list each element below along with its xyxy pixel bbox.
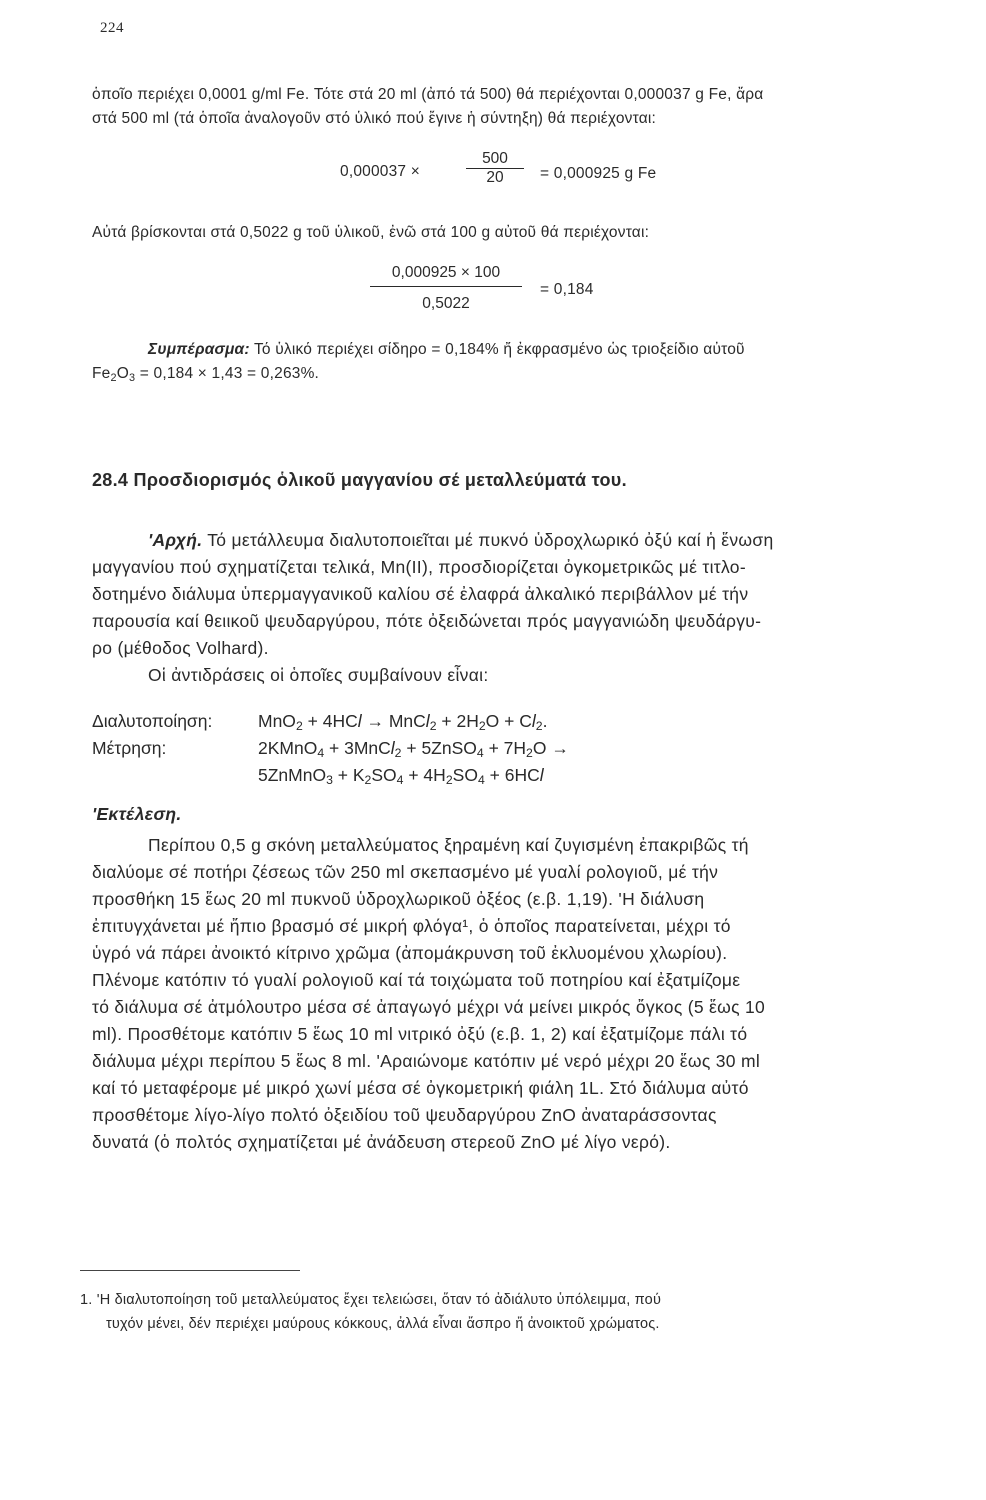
- execution-line-3: προσθήκη 15 ἕως 20 ml πυκνοῦ ὑδροχλωρικοῦ ὀξέος (ε.β. 1,19). 'Η διάλυση: [92, 889, 705, 909]
- calc1-result: = 0,000925 g Fe: [540, 165, 657, 182]
- execution-line-2: διαλύομε σέ ποτήρι ζέσεως τῶν 250 ml σκεπασμένο μέ γυαλί ρολογιοῦ, μέ τήν: [92, 862, 719, 882]
- principle-label: 'Αρχή.: [148, 530, 203, 550]
- calc1-numerator: 500: [482, 150, 508, 167]
- conclusion-calc: = 0,184 × 1,43 = 0,263%.: [139, 365, 320, 382]
- execution-line-5: ὑγρό νά πάρει ἀνοικτό κίτρινο χρῶμα (ἀπομάκρυνση τοῦ ἐκλυομένου χλωρίου).: [92, 943, 728, 963]
- measurement-equation-line-1: 2KMnO$_4$ + 3MnCl$_2$ + 5ZnSO$_4$ + $7H_2O$ →: [258, 738, 569, 760]
- page-number: 224: [100, 20, 124, 36]
- dissolution-label: Διαλυτοποίηση:: [92, 711, 213, 731]
- execution-line-10: καί τό μεταφέρομε μέ μικρό χωνί μέσα σέ ὀγκομετρική φιάλη 1L. Στό διάλυμα αὐτό: [92, 1078, 749, 1098]
- execution-line-7: τό διάλυμα σέ ἀτμόλουτρο μέσα σέ ἀπαγωγό μέχρι νά μείνει μικρός ὄγκος (5 ἕως 10: [92, 997, 766, 1017]
- conclusion-label: Συμπέρασμα:: [148, 341, 250, 358]
- principle-line-4: παρουσία καί θειικοῦ ψευδαργύρου, πότε ὀξειδώνεται πρός μαγγανιώδη ψευδάργυ-: [92, 611, 762, 631]
- conclusion-line-2: [92, 365, 319, 384]
- calc2-result: = 0,184: [540, 281, 594, 298]
- principle-line-2: μαγγανίου πού σχηματίζεται τελικά, Mn(II), προσδιορίζεται ὀγκομετρικῶς μέ τιτλο-: [92, 557, 746, 577]
- calc2-numerator: 0,000925 × 100: [391, 264, 501, 281]
- intro-line-2: στά 500 ml (τά ὁποῖα ἀναλογοῦν στό ὑλικό πού ἔγινε ἡ σύντηξη) θά περιέχονται:: [92, 110, 657, 127]
- calc2-fraction-bar: [370, 286, 522, 287]
- intro-line-1: ὁποῖο περιέχει 0,0001 g/ml Fe. Τότε στά 20 ml (ἀπό τά 500) θά περιέχονται 0,000037 g Fe, ἄρα: [92, 86, 764, 103]
- footnote-line-1: 1. 'Η διαλυτοποίηση τοῦ μεταλλεύματος ἔχει τελειώσει, ὅταν τό ἀδιάλυτο ὑπόλειμμα, πού: [80, 1292, 662, 1308]
- execution-line-9: διάλυμα μέχρι περίπου 5 ἕως 8 ml. 'Αραιώνομε κατόπιν μέ νερό μέχρι 20 ἕως 30 ml: [92, 1051, 761, 1071]
- execution-line-11: προσθέτομε λίγο-λίγο πολτό ὀξειδίου τοῦ ψευδαργύρου ZnO ἀναταράσσοντας: [92, 1105, 717, 1125]
- execution-label: 'Εκτέλεση.: [92, 804, 182, 824]
- execution-line-8: ml). Προσθέτομε κατόπιν 5 ἕως 10 ml νιτρικό ὀξύ (ε.β. 1, 2) καί ἐξατμίζομε πάλι τό: [92, 1024, 748, 1044]
- principle-line-5: ρο (μέθοδος Volhard).: [92, 638, 269, 658]
- principle-line-3: δοτημένο διάλυμα ὑπερμαγγανικοῦ καλίου σέ ἐλαφρά ἀλκαλικό περιβάλλον μέ τήν: [92, 584, 749, 604]
- conclusion-line-1: [148, 341, 745, 359]
- calc1-fraction: [466, 150, 524, 187]
- principle-line-1: 'Αρχή. Τό μετάλλευμα διαλυτοποιεῖται μέ πυκνό ὑδροχλωρικό ὀξύ καί ἡ ἕνωση: [148, 530, 774, 550]
- calc2-denominator: 0,5022: [422, 295, 470, 312]
- measurement-equation-line-2: 5ZnMnO$_3$ + $K_2SO_4 + 4H_2SO_4 + 6HCl$: [258, 765, 544, 787]
- execution-line-4: ἐπιτυγχάνεται μέ ἤπιο βρασμό σέ μικρή φλόγα¹, ὁ ὁποῖος παρατείνεται, μέχρι τό: [92, 916, 731, 936]
- dissolution-equation: MnO$_2$ + 4HCl → MnCl$_2$ + $2H_2O + Cl_2$.: [258, 711, 548, 733]
- conclusion-text: Τό ὑλικό περιέχει σίδηρο = 0,184% ἤ ἐκφρασμένο ὡς τριοξείδιο αὐτοῦ: [253, 341, 745, 358]
- footnote-rule: [80, 1270, 300, 1271]
- calc1-denominator: 20: [486, 169, 504, 186]
- calc1-left: 0,000037 ×: [340, 163, 421, 180]
- execution-line-1: Περίπου 0,5 g σκόνη μεταλλεύματος ξηραμένη καί ζυγισμένη ἐπακριβῶς τή: [148, 835, 749, 855]
- execution-line-12: δυνατά (ὁ πολτός σχηματίζεται μέ ἀνάδευση στερεοῦ ZnO μέ λίγο νερό).: [92, 1132, 671, 1152]
- mid-line: Αὐτά βρίσκονται στά 0,5022 g τοῦ ὑλικοῦ, ἐνῶ στά 100 g αὐτοῦ θά περιέχονται:: [92, 224, 650, 241]
- reactions-intro: Οἱ ἀντιδράσεις οἱ ὁποῖες συμβαίνουν εἶναι:: [148, 665, 489, 685]
- footnote-line-2: τυχόν μένει, δέν περιέχει μαύρους κόκκους, ἀλλά εἶναι ἄσπρο ἤ ἀνοικτοῦ χρώματος.: [106, 1316, 660, 1332]
- measurement-label: Μέτρηση:: [92, 738, 167, 758]
- fe2o3-formula: $Fe_2O_3$: [92, 365, 136, 384]
- calc2-fraction: [370, 264, 522, 313]
- execution-line-6: Πλένομε κατόπιν τό γυαλί ρολογιοῦ καί τά τοιχώματα τοῦ ποτηρίου καί ἐξατμίζομε: [92, 970, 741, 990]
- section-heading: 28.4 Προσδιορισμός ὁλικοῦ μαγγανίου σέ μεταλλεύματά του.: [92, 470, 627, 490]
